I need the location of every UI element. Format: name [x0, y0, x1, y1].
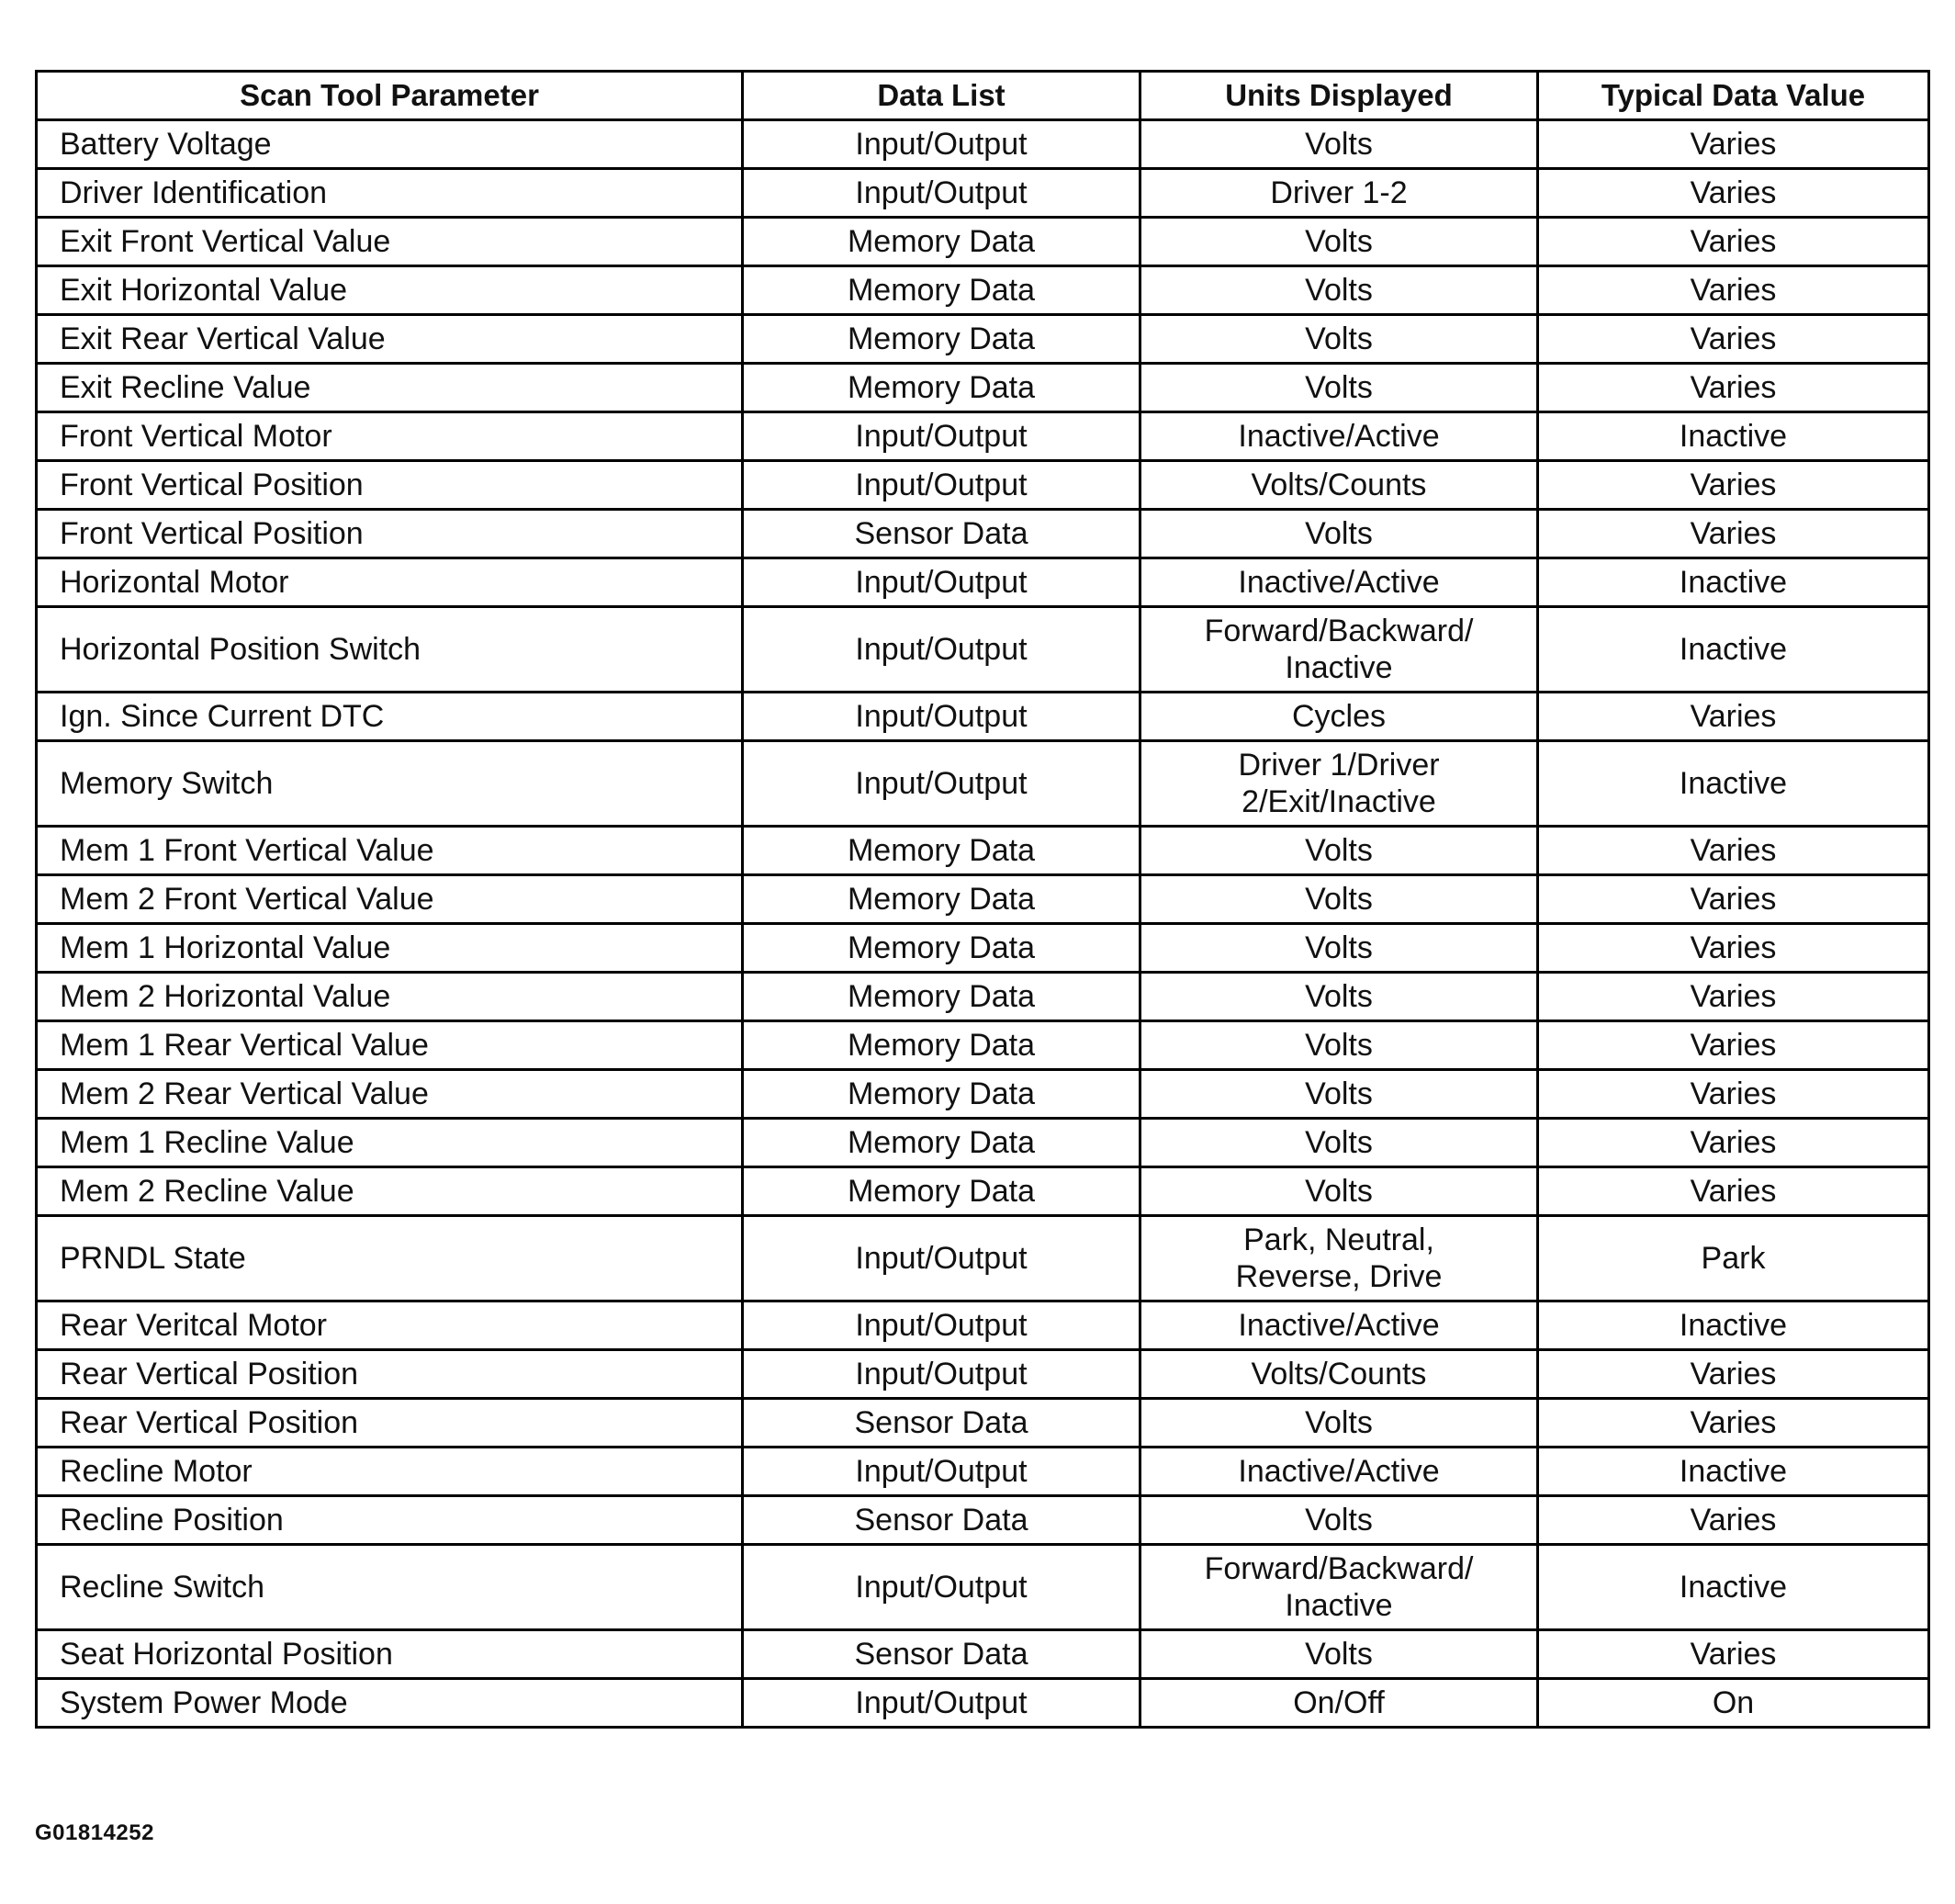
- cell-data-list: Input/Output: [743, 1216, 1140, 1301]
- cell-typical-data-value: On: [1538, 1679, 1929, 1728]
- cell-scan-tool-parameter: Mem 2 Horizontal Value: [37, 973, 743, 1021]
- cell-data-list: Input/Output: [743, 412, 1140, 461]
- cell-data-list: Memory Data: [743, 875, 1140, 924]
- cell-typical-data-value: Varies: [1538, 266, 1929, 315]
- cell-typical-data-value: Varies: [1538, 875, 1929, 924]
- table-row: [37, 218, 1929, 266]
- table-row: [37, 120, 1929, 169]
- cell-units-displayed: Volts: [1140, 510, 1538, 558]
- header-row: [37, 72, 1929, 120]
- cell-data-list: Input/Output: [743, 1545, 1140, 1630]
- cell-scan-tool-parameter: Recline Switch: [37, 1545, 743, 1630]
- cell-data-list: Input/Output: [743, 1301, 1140, 1350]
- column-header-data-list: Data List: [743, 72, 1140, 120]
- cell-data-list: Input/Output: [743, 169, 1140, 218]
- cell-typical-data-value: Varies: [1538, 169, 1929, 218]
- table-row: [37, 741, 1929, 827]
- cell-typical-data-value: Varies: [1538, 1167, 1929, 1216]
- cell-typical-data-value: Varies: [1538, 461, 1929, 510]
- table-row: [37, 1301, 1929, 1350]
- cell-units-displayed: Volts/Counts: [1140, 461, 1538, 510]
- cell-scan-tool-parameter: System Power Mode: [37, 1679, 743, 1728]
- cell-scan-tool-parameter: PRNDL State: [37, 1216, 743, 1301]
- cell-typical-data-value: Inactive: [1538, 1301, 1929, 1350]
- cell-data-list: Input/Output: [743, 693, 1140, 741]
- table-row: [37, 169, 1929, 218]
- cell-typical-data-value: Varies: [1538, 364, 1929, 412]
- table-row: [37, 1630, 1929, 1679]
- table-row: [37, 1167, 1929, 1216]
- cell-data-list: Memory Data: [743, 1119, 1140, 1167]
- cell-scan-tool-parameter: Front Vertical Position: [37, 461, 743, 510]
- table-row: [37, 364, 1929, 412]
- cell-typical-data-value: Varies: [1538, 693, 1929, 741]
- cell-data-list: Memory Data: [743, 1070, 1140, 1119]
- cell-scan-tool-parameter: Battery Voltage: [37, 120, 743, 169]
- cell-scan-tool-parameter: Rear Veritcal Motor: [37, 1301, 743, 1350]
- table-row: [37, 827, 1929, 875]
- cell-scan-tool-parameter: Recline Motor: [37, 1448, 743, 1496]
- cell-data-list: Input/Output: [743, 741, 1140, 827]
- cell-scan-tool-parameter: Ign. Since Current DTC: [37, 693, 743, 741]
- cell-data-list: Memory Data: [743, 364, 1140, 412]
- cell-data-list: Memory Data: [743, 266, 1140, 315]
- scan-tool-parameter-table: [35, 70, 1930, 1729]
- table-row: [37, 875, 1929, 924]
- cell-scan-tool-parameter: Seat Horizontal Position: [37, 1630, 743, 1679]
- cell-data-list: Memory Data: [743, 315, 1140, 364]
- cell-data-list: Input/Output: [743, 558, 1140, 607]
- cell-units-displayed: Volts: [1140, 1399, 1538, 1448]
- cell-units-displayed: Inactive/Active: [1140, 1301, 1538, 1350]
- cell-units-displayed: Volts: [1140, 266, 1538, 315]
- table-row: [37, 924, 1929, 973]
- table-row: [37, 1545, 1929, 1630]
- cell-typical-data-value: Varies: [1538, 218, 1929, 266]
- cell-scan-tool-parameter: Front Vertical Motor: [37, 412, 743, 461]
- cell-typical-data-value: Inactive: [1538, 1545, 1929, 1630]
- table-row: [37, 1496, 1929, 1545]
- cell-units-displayed: Volts: [1140, 1070, 1538, 1119]
- table-row: [37, 607, 1929, 693]
- table-row: [37, 1021, 1929, 1070]
- cell-typical-data-value: Varies: [1538, 973, 1929, 1021]
- cell-units-displayed: Volts: [1140, 1119, 1538, 1167]
- table-row: [37, 1119, 1929, 1167]
- cell-data-list: Memory Data: [743, 1021, 1140, 1070]
- cell-data-list: Input/Output: [743, 1448, 1140, 1496]
- cell-typical-data-value: Varies: [1538, 510, 1929, 558]
- cell-typical-data-value: Varies: [1538, 827, 1929, 875]
- table-row: [37, 1070, 1929, 1119]
- cell-typical-data-value: Varies: [1538, 120, 1929, 169]
- cell-data-list: Memory Data: [743, 827, 1140, 875]
- column-header-typical-data-value: Typical Data Value: [1538, 72, 1929, 120]
- cell-data-list: Sensor Data: [743, 1496, 1140, 1545]
- cell-typical-data-value: Varies: [1538, 1070, 1929, 1119]
- cell-scan-tool-parameter: Driver Identification: [37, 169, 743, 218]
- cell-data-list: Input/Output: [743, 1350, 1140, 1399]
- cell-units-displayed: Volts: [1140, 364, 1538, 412]
- cell-data-list: Input/Output: [743, 120, 1140, 169]
- table-row: [37, 973, 1929, 1021]
- cell-units-displayed: Inactive/Active: [1140, 558, 1538, 607]
- cell-scan-tool-parameter: Mem 2 Front Vertical Value: [37, 875, 743, 924]
- table-row: [37, 1399, 1929, 1448]
- cell-scan-tool-parameter: Exit Horizontal Value: [37, 266, 743, 315]
- column-header-units-displayed: Units Displayed: [1140, 72, 1538, 120]
- cell-scan-tool-parameter: Mem 1 Front Vertical Value: [37, 827, 743, 875]
- table-row: [37, 315, 1929, 364]
- cell-typical-data-value: Varies: [1538, 1399, 1929, 1448]
- cell-scan-tool-parameter: Exit Rear Vertical Value: [37, 315, 743, 364]
- cell-units-displayed: Volts: [1140, 924, 1538, 973]
- cell-units-displayed: Park, Neutral, Reverse, Drive: [1140, 1216, 1538, 1301]
- cell-scan-tool-parameter: Memory Switch: [37, 741, 743, 827]
- table-row: [37, 461, 1929, 510]
- cell-units-displayed: Volts: [1140, 973, 1538, 1021]
- cell-typical-data-value: Park: [1538, 1216, 1929, 1301]
- cell-data-list: Sensor Data: [743, 1399, 1140, 1448]
- cell-data-list: Sensor Data: [743, 510, 1140, 558]
- table-header: [37, 72, 1929, 120]
- table-row: [37, 266, 1929, 315]
- cell-typical-data-value: Inactive: [1538, 558, 1929, 607]
- table-row: [37, 1350, 1929, 1399]
- cell-typical-data-value: Varies: [1538, 1350, 1929, 1399]
- cell-units-displayed: Volts: [1140, 315, 1538, 364]
- cell-scan-tool-parameter: Mem 1 Recline Value: [37, 1119, 743, 1167]
- cell-data-list: Memory Data: [743, 218, 1140, 266]
- cell-units-displayed: Volts: [1140, 827, 1538, 875]
- cell-typical-data-value: Varies: [1538, 1119, 1929, 1167]
- cell-scan-tool-parameter: Recline Position: [37, 1496, 743, 1545]
- cell-units-displayed: Volts: [1140, 120, 1538, 169]
- cell-data-list: Memory Data: [743, 1167, 1140, 1216]
- cell-units-displayed: Volts/Counts: [1140, 1350, 1538, 1399]
- cell-data-list: Memory Data: [743, 973, 1140, 1021]
- cell-units-displayed: Cycles: [1140, 693, 1538, 741]
- cell-typical-data-value: Varies: [1538, 1021, 1929, 1070]
- cell-typical-data-value: Inactive: [1538, 741, 1929, 827]
- column-header-scan-tool-parameter: Scan Tool Parameter: [37, 72, 743, 120]
- cell-typical-data-value: Inactive: [1538, 412, 1929, 461]
- table-body: [37, 120, 1929, 1728]
- cell-units-displayed: Forward/Backward/ Inactive: [1140, 607, 1538, 693]
- table-row: [37, 693, 1929, 741]
- table-row: [37, 412, 1929, 461]
- cell-units-displayed: Forward/Backward/ Inactive: [1140, 1545, 1538, 1630]
- cell-units-displayed: Volts: [1140, 1021, 1538, 1070]
- cell-units-displayed: Driver 1/Driver 2/Exit/Inactive: [1140, 741, 1538, 827]
- cell-units-displayed: Driver 1-2: [1140, 169, 1538, 218]
- cell-scan-tool-parameter: Mem 1 Horizontal Value: [37, 924, 743, 973]
- cell-units-displayed: Volts: [1140, 875, 1538, 924]
- cell-data-list: Memory Data: [743, 924, 1140, 973]
- cell-units-displayed: Volts: [1140, 1630, 1538, 1679]
- cell-data-list: Sensor Data: [743, 1630, 1140, 1679]
- cell-typical-data-value: Inactive: [1538, 607, 1929, 693]
- cell-scan-tool-parameter: Exit Front Vertical Value: [37, 218, 743, 266]
- table-row: [37, 1448, 1929, 1496]
- table-row: [37, 1679, 1929, 1728]
- cell-units-displayed: On/Off: [1140, 1679, 1538, 1728]
- cell-units-displayed: Volts: [1140, 1496, 1538, 1545]
- cell-scan-tool-parameter: Rear Vertical Position: [37, 1399, 743, 1448]
- cell-typical-data-value: Varies: [1538, 1630, 1929, 1679]
- cell-typical-data-value: Varies: [1538, 315, 1929, 364]
- cell-scan-tool-parameter: Mem 1 Rear Vertical Value: [37, 1021, 743, 1070]
- cell-units-displayed: Inactive/Active: [1140, 1448, 1538, 1496]
- cell-data-list: Input/Output: [743, 1679, 1140, 1728]
- cell-scan-tool-parameter: Horizontal Motor: [37, 558, 743, 607]
- figure-id: G01814252: [35, 1820, 154, 1845]
- cell-scan-tool-parameter: Rear Vertical Position: [37, 1350, 743, 1399]
- cell-data-list: Input/Output: [743, 607, 1140, 693]
- table-row: [37, 1216, 1929, 1301]
- cell-scan-tool-parameter: Mem 2 Recline Value: [37, 1167, 743, 1216]
- cell-scan-tool-parameter: Front Vertical Position: [37, 510, 743, 558]
- cell-scan-tool-parameter: Exit Recline Value: [37, 364, 743, 412]
- cell-units-displayed: Volts: [1140, 1167, 1538, 1216]
- scan-tool-table-container: [35, 70, 1927, 1729]
- cell-scan-tool-parameter: Horizontal Position Switch: [37, 607, 743, 693]
- cell-data-list: Input/Output: [743, 461, 1140, 510]
- cell-typical-data-value: Varies: [1538, 924, 1929, 973]
- cell-typical-data-value: Inactive: [1538, 1448, 1929, 1496]
- table-row: [37, 558, 1929, 607]
- table-row: [37, 510, 1929, 558]
- cell-units-displayed: Inactive/Active: [1140, 412, 1538, 461]
- cell-scan-tool-parameter: Mem 2 Rear Vertical Value: [37, 1070, 743, 1119]
- cell-typical-data-value: Varies: [1538, 1496, 1929, 1545]
- cell-units-displayed: Volts: [1140, 218, 1538, 266]
